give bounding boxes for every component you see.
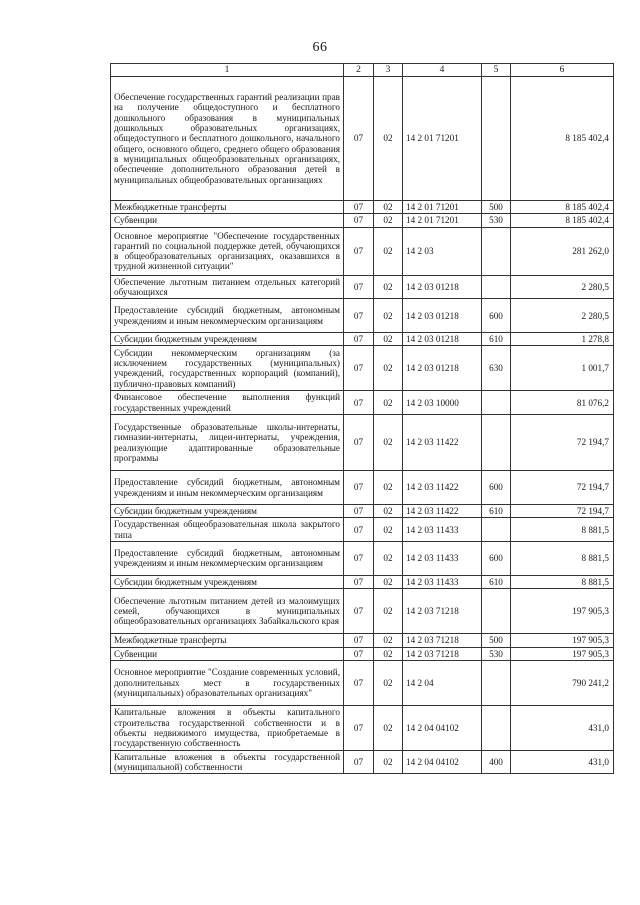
row-subsection-cell: 02 [374, 634, 403, 647]
row-expense-type-cell: 600 [482, 541, 511, 575]
row-name-cell: Субвенции [111, 214, 344, 227]
table-row [111, 214, 614, 227]
table-row [111, 705, 614, 750]
row-amount-cell: 1 001,7 [511, 346, 614, 391]
row-expense-type-cell [482, 77, 511, 201]
row-target-article-cell: 14 2 03 71218 [403, 634, 482, 647]
row-target-article-cell: 14 2 03 11422 [403, 415, 482, 471]
table-row [111, 333, 614, 346]
row-subsection-cell: 02 [374, 275, 403, 299]
row-target-article-cell: 14 2 03 11433 [403, 541, 482, 575]
row-name-cell: Предоставление субсидий бюджетным, автономным учреждениям и иным некоммерческим организациям [111, 299, 344, 333]
row-name-cell: Государственная общеобразовательная школа закрытого типа [111, 518, 344, 542]
row-amount-cell: 8 881,5 [511, 518, 614, 542]
row-amount-cell: 790 241,2 [511, 660, 614, 705]
row-target-article-cell: 14 2 01 71201 [403, 77, 482, 201]
table-row [111, 634, 614, 647]
row-amount-cell: 281 262,0 [511, 227, 614, 275]
row-name-cell: Основное мероприятие "Обеспечение государственных гарантий по социальной поддержке детей, обучающихся в общеобразовательных организациях, оказавшихся в трудной жизненной ситуации" [111, 227, 344, 275]
row-target-article-cell: 14 2 03 01218 [403, 346, 482, 391]
row-section-cell: 07 [344, 634, 374, 647]
column-header: 3 [374, 64, 403, 77]
row-section-cell: 07 [344, 201, 374, 214]
row-expense-type-cell: 400 [482, 750, 511, 774]
column-header: 2 [344, 64, 374, 77]
row-amount-cell: 8 185 402,4 [511, 77, 614, 201]
row-amount-cell: 81 076,2 [511, 391, 614, 415]
row-subsection-cell: 02 [374, 589, 403, 634]
row-expense-type-cell: 600 [482, 299, 511, 333]
row-section-cell: 07 [344, 647, 374, 660]
row-target-article-cell: 14 2 03 [403, 227, 482, 275]
row-target-article-cell: 14 2 03 10000 [403, 391, 482, 415]
row-subsection-cell: 02 [374, 471, 403, 505]
row-subsection-cell: 02 [374, 391, 403, 415]
table-row [111, 415, 614, 471]
row-amount-cell: 431,0 [511, 705, 614, 750]
row-target-article-cell: 14 2 01 71201 [403, 214, 482, 227]
row-expense-type-cell: 610 [482, 505, 511, 518]
row-amount-cell: 8 185 402,4 [511, 214, 614, 227]
row-expense-type-cell: 500 [482, 634, 511, 647]
row-expense-type-cell [482, 660, 511, 705]
table-row [111, 299, 614, 333]
row-subsection-cell: 02 [374, 333, 403, 346]
column-header: 1 [111, 64, 344, 77]
table-row [111, 77, 614, 201]
table-row [111, 391, 614, 415]
row-subsection-cell: 02 [374, 647, 403, 660]
row-subsection-cell: 02 [374, 575, 403, 588]
row-expense-type-cell [482, 518, 511, 542]
row-target-article-cell: 14 2 03 11422 [403, 471, 482, 505]
row-expense-type-cell [482, 705, 511, 750]
table-row [111, 575, 614, 588]
row-amount-cell: 2 280,5 [511, 299, 614, 333]
row-name-cell: Предоставление субсидий бюджетным, автономным учреждениям и иным некоммерческим организациям [111, 471, 344, 505]
row-amount-cell: 197 905,3 [511, 647, 614, 660]
row-subsection-cell: 02 [374, 201, 403, 214]
row-name-cell: Субвенции [111, 647, 344, 660]
row-subsection-cell: 02 [374, 750, 403, 774]
table-row [111, 660, 614, 705]
row-name-cell: Межбюджетные трансферты [111, 634, 344, 647]
row-section-cell: 07 [344, 705, 374, 750]
row-target-article-cell: 14 2 04 04102 [403, 750, 482, 774]
row-amount-cell: 197 905,3 [511, 589, 614, 634]
row-section-cell: 07 [344, 214, 374, 227]
column-header: 6 [511, 64, 614, 77]
budget-table [110, 63, 614, 774]
row-name-cell: Субсидии некоммерческим организациям (за исключением государственных (муниципальных) учреждений, государственных корпораций (компаний), публично-правовых компаний) [111, 346, 344, 391]
row-section-cell: 07 [344, 77, 374, 201]
row-amount-cell: 431,0 [511, 750, 614, 774]
row-amount-cell: 8 185 402,4 [511, 201, 614, 214]
row-section-cell: 07 [344, 415, 374, 471]
row-amount-cell: 2 280,5 [511, 275, 614, 299]
row-target-article-cell: 14 2 04 04102 [403, 705, 482, 750]
table-row [111, 227, 614, 275]
row-expense-type-cell [482, 227, 511, 275]
row-target-article-cell: 14 2 03 01218 [403, 299, 482, 333]
row-name-cell: Обеспечение государственных гарантий реализации прав на получение общедоступного и бесплатного дошкольного образования в муниципальных дошкольных образовательных организациях, общедоступного и бесплатного дошкольного, начального общего, основного общего, среднего общего образования в муниципальных общеобразовательных организациях, обеспечение дополнительного образования детей в муниципальных общеобразовательных организациях [111, 77, 344, 201]
row-subsection-cell: 02 [374, 541, 403, 575]
row-amount-cell: 72 194,7 [511, 505, 614, 518]
row-expense-type-cell [482, 391, 511, 415]
row-target-article-cell: 14 2 04 [403, 660, 482, 705]
row-section-cell: 07 [344, 299, 374, 333]
row-subsection-cell: 02 [374, 505, 403, 518]
row-section-cell: 07 [344, 227, 374, 275]
row-amount-cell: 8 881,5 [511, 541, 614, 575]
table-row [111, 201, 614, 214]
row-expense-type-cell [482, 589, 511, 634]
row-name-cell: Капитальные вложения в объекты государственной (муниципальной) собственности [111, 750, 344, 774]
row-expense-type-cell: 500 [482, 201, 511, 214]
row-subsection-cell: 02 [374, 415, 403, 471]
row-target-article-cell: 14 2 03 11422 [403, 505, 482, 518]
row-section-cell: 07 [344, 346, 374, 391]
row-target-article-cell: 14 2 03 11433 [403, 575, 482, 588]
row-amount-cell: 72 194,7 [511, 471, 614, 505]
row-name-cell: Государственные образовательные школы-интернаты, гимназии-интернаты, лицеи-интернаты, учреждения, реализующие адаптированные образовательные программы [111, 415, 344, 471]
row-amount-cell: 1 278,8 [511, 333, 614, 346]
row-section-cell: 07 [344, 275, 374, 299]
row-section-cell: 07 [344, 589, 374, 634]
row-expense-type-cell [482, 415, 511, 471]
row-amount-cell: 72 194,7 [511, 415, 614, 471]
row-expense-type-cell: 600 [482, 471, 511, 505]
row-subsection-cell: 02 [374, 660, 403, 705]
table-row [111, 471, 614, 505]
row-section-cell: 07 [344, 750, 374, 774]
column-header: 5 [482, 64, 511, 77]
row-name-cell: Субсидии бюджетным учреждениям [111, 333, 344, 346]
row-target-article-cell: 14 2 03 71218 [403, 589, 482, 634]
row-subsection-cell: 02 [374, 299, 403, 333]
row-name-cell: Обеспечение льготным питанием детей из малоимущих семей, обучающихся в муниципальных общеобразовательных организациях Забайкальского края [111, 589, 344, 634]
row-expense-type-cell: 530 [482, 647, 511, 660]
row-section-cell: 07 [344, 333, 374, 346]
row-subsection-cell: 02 [374, 77, 403, 201]
row-expense-type-cell: 530 [482, 214, 511, 227]
row-section-cell: 07 [344, 391, 374, 415]
table-header-row [111, 64, 614, 77]
row-name-cell: Субсидии бюджетным учреждениям [111, 575, 344, 588]
row-subsection-cell: 02 [374, 518, 403, 542]
table-row [111, 541, 614, 575]
column-header: 4 [403, 64, 482, 77]
table-row [111, 275, 614, 299]
row-amount-cell: 197 905,3 [511, 634, 614, 647]
row-amount-cell: 8 881,5 [511, 575, 614, 588]
table-row [111, 346, 614, 391]
table-row [111, 518, 614, 542]
row-subsection-cell: 02 [374, 214, 403, 227]
row-section-cell: 07 [344, 471, 374, 505]
row-expense-type-cell: 610 [482, 333, 511, 346]
row-expense-type-cell: 630 [482, 346, 511, 391]
row-name-cell: Капитальные вложения в объекты капитального строительства государственной собственности и в объекты недвижимого имущества, приобретаемые в государственную собственность [111, 705, 344, 750]
row-name-cell: Предоставление субсидий бюджетным, автономным учреждениям и иным некоммерческим организациям [111, 541, 344, 575]
row-subsection-cell: 02 [374, 346, 403, 391]
row-name-cell: Финансовое обеспечение выполнения функций государственных учреждений [111, 391, 344, 415]
row-section-cell: 07 [344, 660, 374, 705]
row-section-cell: 07 [344, 575, 374, 588]
row-target-article-cell: 14 2 03 11433 [403, 518, 482, 542]
row-target-article-cell: 14 2 01 71201 [403, 201, 482, 214]
row-name-cell: Субсидии бюджетным учреждениям [111, 505, 344, 518]
table-row [111, 505, 614, 518]
row-target-article-cell: 14 2 03 71218 [403, 647, 482, 660]
row-name-cell: Обеспечение льготным питанием отдельных категорий обучающихся [111, 275, 344, 299]
table-body [111, 64, 614, 774]
row-section-cell: 07 [344, 541, 374, 575]
row-name-cell: Межбюджетные трансферты [111, 201, 344, 214]
table-row [111, 589, 614, 634]
page-number: 66 [312, 40, 328, 55]
table-row [111, 750, 614, 774]
row-section-cell: 07 [344, 518, 374, 542]
row-name-cell: Основное мероприятие "Создание современных условий, дополнительных мест в государственных (муниципальных) образовательных организациях" [111, 660, 344, 705]
row-target-article-cell: 14 2 03 01218 [403, 333, 482, 346]
row-subsection-cell: 02 [374, 227, 403, 275]
row-expense-type-cell [482, 275, 511, 299]
table-row [111, 647, 614, 660]
row-section-cell: 07 [344, 505, 374, 518]
row-subsection-cell: 02 [374, 705, 403, 750]
row-target-article-cell: 14 2 03 01218 [403, 275, 482, 299]
row-expense-type-cell: 610 [482, 575, 511, 588]
